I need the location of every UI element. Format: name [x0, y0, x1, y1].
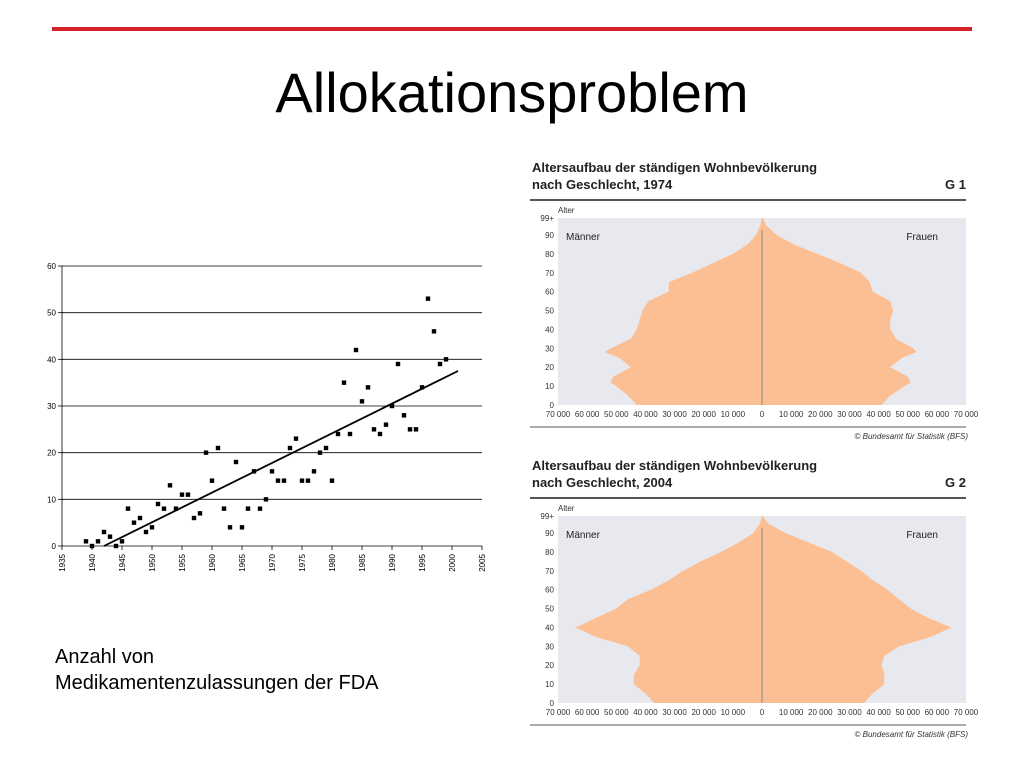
data-point [168, 483, 172, 487]
source-credit: © Bundesamt für Statistik (BFS) [854, 730, 968, 739]
population-tick-label: 30 000 [837, 708, 862, 717]
trendline [104, 371, 458, 546]
data-point [132, 520, 136, 524]
x-tick-label: 1960 [208, 554, 217, 572]
age-tick-label: 10 [545, 382, 554, 392]
age-tick-label: 20 [545, 363, 554, 373]
age-tick-label: 30 [545, 642, 554, 652]
population-tick-label: 60 000 [924, 410, 950, 419]
data-point [270, 469, 274, 473]
age-tick-label: 99+ [540, 512, 554, 521]
data-point [156, 502, 160, 506]
pyramid-tag: G 1 [945, 177, 966, 192]
data-point [348, 432, 352, 436]
y-tick-label: 60 [47, 262, 56, 271]
data-point [396, 362, 400, 366]
data-point [210, 478, 214, 482]
men-label: Männer [566, 232, 600, 243]
x-tick-label: 1940 [88, 554, 97, 572]
fda-approvals-scatter-chart [25, 250, 505, 580]
age-tick-label: 30 [545, 344, 554, 354]
data-point [186, 492, 190, 496]
data-point [222, 506, 226, 510]
data-point [126, 506, 130, 510]
age-axis-label: Alter [558, 206, 575, 215]
x-tick-label: 1975 [298, 554, 307, 572]
x-tick-label: 1935 [58, 554, 67, 572]
population-tick-label: 40 000 [633, 410, 658, 419]
population-tick-label: 30 000 [662, 410, 687, 419]
data-point [318, 450, 322, 454]
chart-caption [55, 644, 379, 696]
caption-line-2: Medikamentenzulassungen der FDA [55, 672, 379, 694]
age-tick-label: 70 [545, 566, 554, 576]
data-point [234, 460, 238, 464]
x-tick-label: 1970 [268, 554, 277, 572]
population-tick-label: 40 000 [866, 708, 891, 717]
population-tick-label: 50 000 [895, 708, 920, 717]
data-point [438, 362, 442, 366]
data-point [408, 427, 412, 431]
population-tick-label: 70 000 [953, 410, 979, 419]
age-tick-label: 10 [545, 680, 554, 690]
age-tick-label: 40 [545, 623, 554, 633]
data-point [258, 506, 262, 510]
data-point [216, 446, 220, 450]
data-point [336, 432, 340, 436]
population-tick-label: 20 000 [808, 410, 833, 419]
age-tick-label: 0 [549, 699, 554, 708]
pyramid-title-line-1: Altersaufbau der ständigen Wohnbevölkerung [532, 160, 818, 175]
title-accent-rule [52, 27, 972, 31]
x-tick-label: 1985 [358, 554, 367, 572]
y-tick-label: 20 [47, 448, 56, 458]
population-tick-label: 30 000 [837, 410, 862, 419]
age-tick-label: 60 [545, 585, 554, 595]
population-pyramid-2004 [530, 453, 990, 753]
y-tick-label: 10 [47, 495, 56, 505]
age-tick-label: 50 [545, 604, 554, 614]
source-credit: © Bundesamt für Statistik (BFS) [854, 432, 968, 441]
population-tick-label: 60 000 [924, 708, 950, 717]
data-point [324, 446, 328, 450]
data-point [264, 497, 268, 501]
x-tick-label: 1995 [418, 554, 427, 572]
data-point [246, 506, 250, 510]
data-point [114, 544, 118, 548]
data-point [354, 348, 358, 352]
women-label: Frauen [906, 530, 938, 541]
age-tick-label: 60 [545, 287, 554, 297]
data-point [312, 469, 316, 473]
data-point [138, 516, 142, 520]
data-point [432, 329, 436, 333]
population-tick-label: 60 000 [574, 410, 600, 419]
age-axis-label: Alter [558, 504, 575, 513]
y-tick-label: 40 [47, 355, 56, 365]
y-tick-label: 30 [47, 402, 56, 411]
population-tick-label: 30 000 [662, 708, 687, 717]
data-point [228, 525, 232, 529]
x-tick-label: 1945 [118, 554, 127, 572]
pyramid-tag: G 2 [945, 475, 966, 490]
data-point [300, 478, 304, 482]
population-tick-label: 10 000 [778, 708, 804, 717]
data-point [282, 478, 286, 482]
population-tick-label: 10 000 [778, 410, 804, 419]
population-tick-label: 20 000 [691, 410, 716, 419]
data-point [372, 427, 376, 431]
x-tick-label: 2000 [448, 554, 457, 572]
pyramid-title-line-2: nach Geschlecht, 2004 [532, 475, 673, 490]
data-point [444, 357, 448, 361]
data-point [384, 422, 388, 426]
population-tick-label: 40 000 [633, 708, 658, 717]
data-point [204, 450, 208, 454]
y-tick-label: 50 [47, 308, 56, 318]
data-point [144, 530, 148, 534]
data-point [180, 492, 184, 496]
pyramid-title-line-2: nach Geschlecht, 1974 [532, 177, 673, 192]
data-point [96, 539, 100, 543]
x-tick-label: 1955 [178, 554, 187, 572]
age-tick-label: 80 [545, 249, 554, 259]
data-point [162, 506, 166, 510]
population-tick-label: 70 000 [545, 410, 571, 419]
age-tick-label: 80 [545, 547, 554, 557]
population-tick-label: 70 000 [545, 708, 571, 717]
population-pyramid-1974 [530, 155, 990, 455]
age-tick-label: 99+ [540, 214, 554, 223]
population-tick-label: 50 000 [895, 410, 920, 419]
data-point [294, 436, 298, 440]
data-point [426, 296, 430, 300]
x-tick-label: 1950 [148, 554, 157, 572]
data-point [330, 478, 334, 482]
population-tick-label: 70 000 [953, 708, 979, 717]
data-point [276, 478, 280, 482]
age-tick-label: 70 [545, 268, 554, 278]
x-tick-label: 1965 [238, 554, 247, 572]
men-label: Männer [566, 530, 600, 541]
data-point [90, 544, 94, 548]
data-point [366, 385, 370, 389]
population-tick-label: 50 000 [604, 708, 629, 717]
caption-line-1: Anzahl von [55, 646, 154, 668]
y-tick-label: 0 [51, 542, 56, 551]
data-point [402, 413, 406, 417]
population-tick-label: 20 000 [691, 708, 716, 717]
population-tick-label: 10 000 [720, 410, 746, 419]
data-point [198, 511, 202, 515]
x-tick-label: 1990 [388, 554, 397, 572]
data-point [342, 380, 346, 384]
age-tick-label: 20 [545, 661, 554, 671]
pyramid-title-line-1: Altersaufbau der ständigen Wohnbevölkerung [532, 458, 818, 473]
data-point [288, 446, 292, 450]
population-tick-label: 0 [759, 708, 765, 717]
population-tick-label: 60 000 [574, 708, 600, 717]
data-point [378, 432, 382, 436]
data-point [414, 427, 418, 431]
women-label: Frauen [906, 232, 938, 243]
x-tick-label: 1980 [328, 554, 337, 572]
population-tick-label: 20 000 [808, 708, 833, 717]
data-point [306, 478, 310, 482]
slide-title: Allokationsproblem [275, 61, 749, 124]
data-point [120, 539, 124, 543]
age-tick-label: 40 [545, 325, 554, 335]
data-point [360, 399, 364, 403]
data-point [102, 530, 106, 534]
age-tick-label: 50 [545, 306, 554, 316]
data-point [108, 534, 112, 538]
age-tick-label: 90 [545, 529, 554, 538]
population-tick-label: 40 000 [866, 410, 891, 419]
data-point [240, 525, 244, 529]
population-tick-label: 50 000 [604, 410, 629, 419]
population-tick-label: 0 [759, 410, 765, 419]
age-tick-label: 0 [549, 401, 554, 410]
population-tick-label: 10 000 [720, 708, 746, 717]
data-point [150, 525, 154, 529]
age-tick-label: 90 [545, 231, 554, 240]
x-tick-label: 2005 [478, 554, 487, 572]
data-point [192, 516, 196, 520]
data-point [84, 539, 88, 543]
